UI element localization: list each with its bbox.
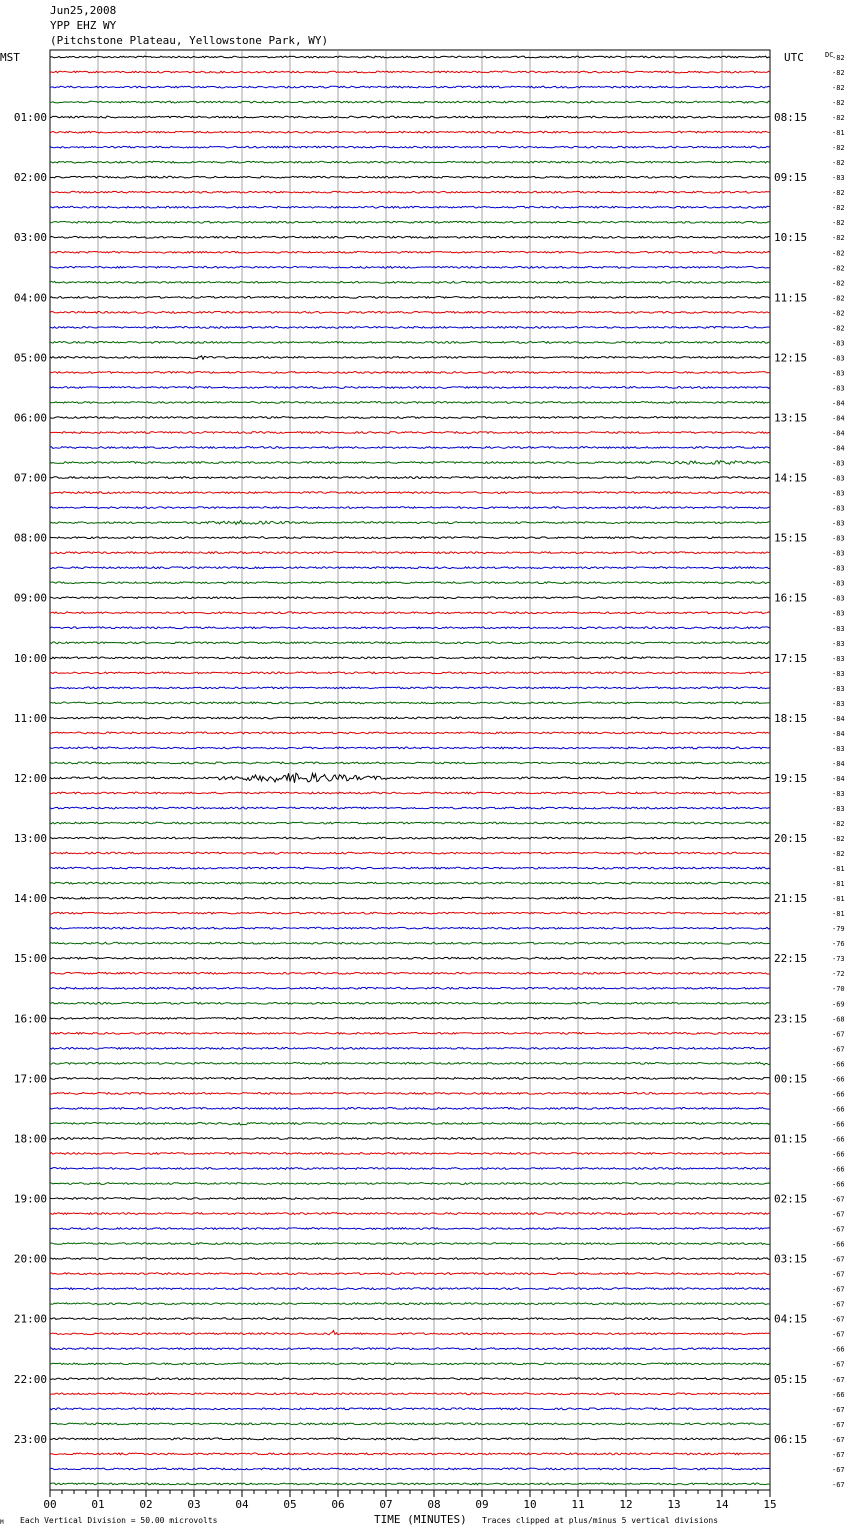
dc-offset-label: -67 <box>832 1315 845 1324</box>
hour-label-left: 20:00 <box>13 1252 47 1266</box>
dc-offset-label: -83 <box>832 669 845 678</box>
dc-offset-label: -68 <box>832 1015 845 1024</box>
x-axis-title: TIME (MINUTES) <box>374 1513 467 1526</box>
trace-line <box>50 837 770 839</box>
dc-offset-label: -67 <box>832 1225 845 1234</box>
dc-offset-label: -83 <box>832 354 845 363</box>
hour-label-right: 15:15 <box>774 531 808 545</box>
x-tick-label: 06 <box>331 1498 345 1511</box>
dc-offset-label: -84 <box>832 429 845 438</box>
hour-label-left: 05:00 <box>13 351 47 365</box>
hour-label-left: 12:00 <box>13 772 47 785</box>
hour-label-right: 12:15 <box>774 351 808 365</box>
trace-line <box>50 687 770 689</box>
trace-line <box>50 1062 770 1065</box>
x-tick-label: 14 <box>715 1498 729 1511</box>
trace-line <box>50 612 770 614</box>
dc-offset-label: -84 <box>832 759 845 768</box>
dc-offset-label: -83 <box>832 369 845 378</box>
hour-label-right: 05:15 <box>774 1372 808 1386</box>
trace-line <box>50 792 770 794</box>
dc-offset-label: -66 <box>832 1240 845 1249</box>
hour-label-left: 18:00 <box>13 1132 47 1146</box>
x-tick-label: 04 <box>235 1498 249 1511</box>
trace-line <box>50 326 770 328</box>
dc-offset-label: -76 <box>832 940 845 949</box>
trace-line <box>50 1168 770 1170</box>
hour-label-right: 08:15 <box>774 111 808 125</box>
dc-offset-label: -83 <box>832 534 845 543</box>
trace-line <box>50 1468 770 1470</box>
hour-label-left: 16:00 <box>13 1012 47 1026</box>
dc-offset-label: -66 <box>832 1135 845 1144</box>
trace-line <box>50 1213 770 1215</box>
hour-label-right: 21:15 <box>774 892 808 906</box>
dc-offset-label: -81 <box>832 910 845 919</box>
dc-offset-label: -83 <box>832 790 845 798</box>
trace-line <box>50 987 770 989</box>
trace-line <box>50 206 770 208</box>
hour-label-right: 10:15 <box>774 231 808 245</box>
dc-offset-label: -82 <box>832 69 845 77</box>
dc-offset-label: -82 <box>832 324 845 333</box>
hour-label-right: 18:15 <box>774 711 808 725</box>
station-location: (Pitchstone Plateau, Yellowstone Park, WY) <box>50 34 329 47</box>
hour-label-left: 02:00 <box>13 171 47 185</box>
trace-line <box>50 642 770 644</box>
trace-line <box>50 1108 770 1110</box>
trace-line <box>50 773 770 783</box>
dc-offset-label: -67 <box>832 1420 845 1429</box>
trace-line <box>50 266 770 268</box>
dc-offset-label: -82 <box>832 835 845 843</box>
dc-offset-label: -82 <box>832 294 845 303</box>
x-tick-label: 12 <box>619 1498 633 1511</box>
hour-label-left: 19:00 <box>13 1192 47 1206</box>
trace-line <box>50 1423 770 1425</box>
dc-offset-label: -83 <box>832 684 845 693</box>
trace-line <box>50 1153 770 1155</box>
trace-line <box>50 402 770 404</box>
x-tick-label: 08 <box>427 1498 441 1511</box>
dc-offset-label: -67 <box>832 1195 845 1204</box>
hour-label-left: 07:00 <box>13 471 47 485</box>
dc-offset-label: -82 <box>832 54 845 62</box>
trace-line <box>50 582 770 584</box>
trace-line <box>50 912 770 914</box>
trace-line <box>50 1228 770 1230</box>
hour-label-right: 02:15 <box>774 1192 808 1206</box>
dc-offset-label: -82 <box>832 189 845 198</box>
dc-offset-label: -81 <box>832 865 845 874</box>
trace-line <box>50 597 770 599</box>
trace-line <box>50 161 770 163</box>
hour-label-right: 03:15 <box>774 1252 808 1266</box>
hour-label-right: 01:15 <box>774 1132 808 1146</box>
left-timezone-label: MST <box>0 51 20 64</box>
trace-line <box>50 1092 770 1094</box>
dc-offset-label: -83 <box>832 489 845 498</box>
hour-label-left: 21:00 <box>13 1312 47 1326</box>
x-tick-label: 07 <box>379 1498 393 1511</box>
dc-offset-label: -66 <box>832 1180 845 1189</box>
dc-offset-label: -84 <box>832 414 845 423</box>
trace-line <box>50 942 770 944</box>
trace-line <box>50 461 770 465</box>
trace-line <box>50 281 770 283</box>
trace-line <box>50 56 770 58</box>
hour-label-left: 10:00 <box>13 651 47 665</box>
trace-line <box>50 251 770 253</box>
dc-offset-label: -83 <box>832 384 845 393</box>
dc-offset-label: -83 <box>832 564 845 573</box>
trace-line <box>50 387 770 389</box>
x-tick-label: 09 <box>475 1498 489 1511</box>
hour-label-right: 16:15 <box>774 591 808 605</box>
dc-offset-label: -83 <box>832 805 845 813</box>
hour-label-left: 01:00 <box>13 111 47 125</box>
dc-offset-label: -67 <box>832 1270 845 1279</box>
trace-line <box>50 852 770 854</box>
dc-offset-label: -67 <box>832 1360 845 1369</box>
hour-label-right: 17:15 <box>774 651 808 665</box>
dc-offset-label: -82 <box>832 84 845 92</box>
trace-line <box>50 477 770 479</box>
dc-offset-label: -67 <box>832 1285 845 1294</box>
trace-line <box>50 972 770 974</box>
hour-label-left: 04:00 <box>13 291 47 305</box>
hour-label-left: 14:00 <box>13 892 47 906</box>
vertical-scale-note: Each Vertical Division = 50.00 microvolts <box>20 1516 218 1525</box>
dc-offset-label: -83 <box>832 519 845 528</box>
trace-line <box>50 1047 770 1049</box>
dc-offset-label: -82 <box>832 249 845 258</box>
dc-offset-label: -84 <box>832 729 845 738</box>
hour-label-right: 04:15 <box>774 1312 808 1326</box>
trace-line <box>50 747 770 749</box>
trace-line <box>50 927 770 929</box>
corner-mark: M <box>0 1519 4 1526</box>
hour-label-left: 22:00 <box>13 1372 47 1386</box>
dc-offset-label: -67 <box>832 1330 845 1339</box>
trace-line <box>50 567 770 569</box>
dc-offset-label: -84 <box>832 444 845 453</box>
trace-line <box>50 882 770 884</box>
trace-line <box>50 1408 770 1410</box>
trace-line <box>50 341 770 343</box>
station-code: YPP EHZ WY <box>50 19 117 32</box>
trace-line <box>50 1123 770 1125</box>
hour-label-right: 09:15 <box>774 171 808 185</box>
x-tick-label: 15 <box>763 1498 777 1511</box>
hour-label-left: 23:00 <box>13 1432 47 1446</box>
trace-line <box>50 311 770 313</box>
dc-offset-label: -72 <box>832 970 845 979</box>
x-tick-label: 10 <box>523 1498 537 1511</box>
trace-line <box>50 221 770 223</box>
dc-offset-label: -82 <box>832 309 845 318</box>
dc-offset-label: -67 <box>832 1450 845 1459</box>
dc-offset-label: -82 <box>832 219 845 228</box>
trace-line <box>50 807 770 809</box>
dc-offset-label: -83 <box>832 639 845 648</box>
x-tick-label: 01 <box>91 1498 105 1511</box>
dc-offset-label: -66 <box>832 1105 845 1114</box>
right-timezone-label: UTC <box>784 51 804 64</box>
trace-line <box>50 176 770 178</box>
dc-offset-label: -83 <box>832 654 845 663</box>
trace-line <box>50 356 770 359</box>
dc-offset-label: -66 <box>832 1150 845 1159</box>
dc-offset-label: -66 <box>832 1165 845 1174</box>
dc-offset-label: -83 <box>832 594 845 603</box>
hour-label-left: 08:00 <box>13 531 47 545</box>
trace-line <box>50 1273 770 1275</box>
trace-line <box>50 1032 770 1034</box>
trace-line <box>50 1288 770 1290</box>
dc-offset-label: -67 <box>832 1045 845 1054</box>
trace-line <box>50 1258 770 1260</box>
dc-offset-label: -82 <box>832 279 845 288</box>
dc-offset-label: -67 <box>832 1465 845 1474</box>
dc-offset-label: -79 <box>832 925 845 934</box>
x-tick-label: 11 <box>571 1498 585 1511</box>
dc-offset-label: -69 <box>832 1000 845 1009</box>
trace-line <box>50 432 770 434</box>
dc-offset-label: -83 <box>832 609 845 618</box>
dc-offset-label: -84 <box>832 399 845 408</box>
trace-line <box>50 702 770 704</box>
trace-line <box>50 1138 770 1140</box>
hour-label-left: 11:00 <box>13 711 47 725</box>
dc-offset-label: -83 <box>832 699 845 708</box>
clip-note: Traces clipped at plus/minus 5 vertical divisions <box>482 1516 719 1525</box>
dc-offset-label: -82 <box>832 144 845 153</box>
trace-line <box>50 1183 770 1185</box>
x-tick-label: 00 <box>43 1498 57 1511</box>
trace-line <box>50 552 770 554</box>
dc-offset-label: -67 <box>832 1210 845 1219</box>
trace-line <box>50 627 770 629</box>
dc-offset-label: -83 <box>832 549 845 558</box>
hour-label-right: 00:15 <box>774 1072 808 1086</box>
trace-line <box>50 417 770 419</box>
trace-line <box>50 101 770 103</box>
hour-label-right: 13:15 <box>774 411 808 425</box>
dc-offset-label: -66 <box>832 1120 845 1129</box>
trace-line <box>50 1393 770 1395</box>
trace-line <box>50 1453 770 1455</box>
dc-offset-label: -67 <box>832 1435 845 1444</box>
dc-offset-label: -83 <box>832 339 845 348</box>
dc-offset-label: -83 <box>832 744 845 753</box>
dc-offset-label: -82 <box>832 234 845 243</box>
dc-offset-label: -73 <box>832 955 845 964</box>
seismic-traces <box>50 56 770 1485</box>
dc-offset-label: -66 <box>832 1345 845 1354</box>
trace-line <box>50 1198 770 1200</box>
dc-offset-label: -83 <box>832 474 845 483</box>
trace-line <box>50 507 770 509</box>
trace-line <box>50 822 770 824</box>
hour-label-left: 06:00 <box>13 411 47 425</box>
dc-offset-label: -83 <box>832 504 845 513</box>
plot-date: Jun25,2008 <box>50 4 117 17</box>
trace-line <box>50 1330 770 1334</box>
trace-line <box>50 1077 770 1079</box>
trace-line <box>50 1348 770 1350</box>
dc-offset-label: -67 <box>832 1480 845 1489</box>
trace-line <box>50 447 770 449</box>
trace-line <box>50 236 770 238</box>
dc-offset-label: -67 <box>832 1405 845 1414</box>
dc-offset-label: -82 <box>832 204 845 213</box>
dc-offset-label: -81 <box>832 895 845 904</box>
dc-offset-label: -84 <box>832 775 845 783</box>
trace-line <box>50 732 770 734</box>
trace-line <box>50 1483 770 1485</box>
dc-offset-label: -82 <box>832 264 845 273</box>
hour-label-right: 23:15 <box>774 1012 808 1026</box>
dc-offset-label: -66 <box>832 1060 845 1069</box>
dc-offset-label: -66 <box>832 1390 845 1399</box>
hour-label-left: 09:00 <box>13 591 47 605</box>
trace-line <box>50 1017 770 1019</box>
trace-line <box>50 146 770 148</box>
trace-line <box>50 1002 770 1004</box>
dc-offset-label: -82 <box>832 850 845 859</box>
trace-line <box>50 762 770 764</box>
trace-line <box>50 1318 770 1320</box>
dc-offset-header: DC <box>825 51 834 59</box>
dc-offset-label: -83 <box>832 624 845 633</box>
trace-line <box>50 1303 770 1305</box>
dc-offset-label: -83 <box>832 174 845 183</box>
dc-offset-label: -66 <box>832 1090 845 1099</box>
dc-offset-label: -67 <box>832 1030 845 1039</box>
dc-offset-label: -81 <box>832 880 845 889</box>
trace-line <box>50 537 770 539</box>
dc-offset-label: -82 <box>832 99 845 108</box>
trace-line <box>50 71 770 73</box>
trace-line <box>50 1378 770 1380</box>
dc-offset-label: -70 <box>832 985 845 994</box>
dc-offset-label: -84 <box>832 714 845 723</box>
hour-label-right: 14:15 <box>774 471 808 485</box>
hour-label-right: 22:15 <box>774 952 808 966</box>
trace-line <box>50 521 770 525</box>
trace-line <box>50 116 770 118</box>
x-tick-label: 02 <box>139 1498 153 1511</box>
x-tick-label: 03 <box>187 1498 201 1511</box>
x-tick-label: 13 <box>667 1498 681 1511</box>
trace-line <box>50 1243 770 1245</box>
axis-labels <box>14 54 845 1511</box>
trace-line <box>50 86 770 88</box>
hour-label-left: 13:00 <box>13 832 47 845</box>
dc-offset-label: -67 <box>832 1375 845 1384</box>
hour-label-right: 06:15 <box>774 1432 808 1446</box>
hour-label-right: 11:15 <box>774 291 808 305</box>
dc-offset-label: -67 <box>832 1255 845 1264</box>
trace-line <box>50 717 770 719</box>
hour-label-left: 15:00 <box>13 952 47 966</box>
trace-line <box>50 1438 770 1440</box>
dc-offset-label: -66 <box>832 1075 845 1084</box>
dc-offset-label: -67 <box>832 1300 845 1309</box>
trace-line <box>50 672 770 674</box>
dc-offset-label: -82 <box>832 820 845 828</box>
hour-label-right: 20:15 <box>774 832 808 845</box>
trace-line <box>50 957 770 959</box>
trace-line <box>50 191 770 193</box>
trace-line <box>50 867 770 869</box>
trace-line <box>50 897 770 899</box>
hour-label-left: 03:00 <box>13 231 47 245</box>
trace-line <box>50 657 770 659</box>
x-tick-label: 05 <box>283 1498 297 1511</box>
dc-offset-label: -82 <box>832 159 845 168</box>
trace-line <box>50 131 770 133</box>
hour-label-right: 19:15 <box>774 772 808 785</box>
dc-offset-label: -83 <box>832 579 845 588</box>
trace-line <box>50 492 770 494</box>
trace-line <box>50 372 770 374</box>
dc-offset-label: -82 <box>832 114 845 123</box>
dc-offset-label: -83 <box>832 459 845 468</box>
hour-label-left: 17:00 <box>13 1072 47 1086</box>
dc-offset-label: -81 <box>832 129 845 138</box>
trace-line <box>50 1363 770 1365</box>
trace-line <box>50 296 770 298</box>
